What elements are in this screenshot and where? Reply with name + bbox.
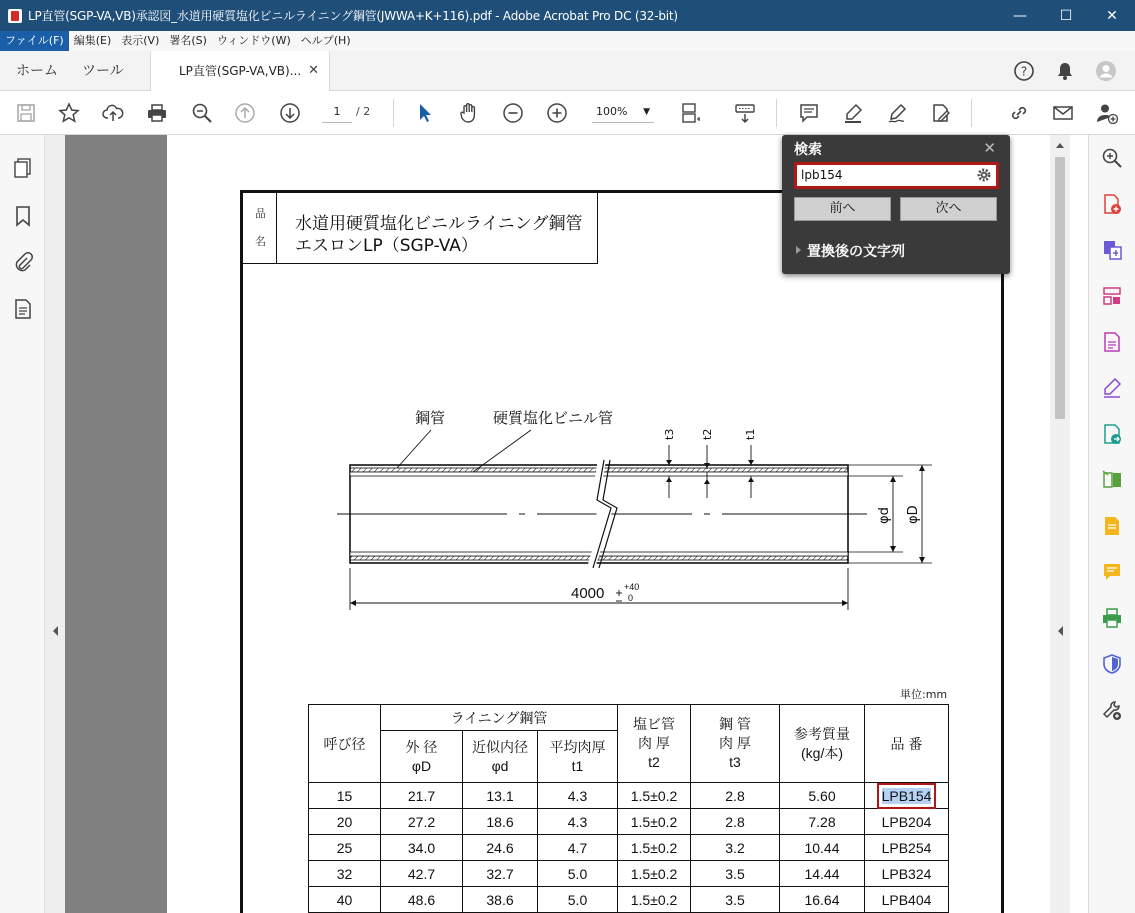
product-title-line2: エスロンLP（SGP-VA） bbox=[295, 236, 478, 256]
table-row: 40 48.6 38.6 5.0 1.5±0.2 3.5 16.64 LPB404 bbox=[309, 887, 949, 913]
vertical-scrollbar[interactable] bbox=[1050, 135, 1070, 913]
more-tools-icon[interactable] bbox=[1101, 699, 1123, 721]
label-t3: t3 bbox=[663, 428, 676, 440]
maximize-button[interactable]: ☐ bbox=[1059, 7, 1073, 24]
search-hit-cell[interactable] bbox=[865, 783, 949, 809]
bookmarks-icon[interactable] bbox=[12, 205, 34, 227]
print-production-icon[interactable] bbox=[1101, 607, 1123, 629]
name-label-cell bbox=[243, 193, 277, 264]
left-panel-collapse[interactable] bbox=[45, 135, 65, 913]
header-od: 外 径 φD bbox=[381, 731, 463, 783]
page-thumbnails-icon[interactable] bbox=[12, 157, 34, 179]
gear-icon[interactable] bbox=[976, 167, 992, 183]
label-phid: φd bbox=[877, 507, 892, 524]
right-tools-panel bbox=[1088, 135, 1135, 913]
pipe-labels bbox=[350, 409, 932, 610]
export-pdf-icon[interactable] bbox=[1101, 423, 1123, 445]
zoom-in-icon[interactable] bbox=[543, 99, 571, 127]
bookmark-star-icon[interactable] bbox=[55, 99, 83, 127]
tab-document-label: LP直管(SGP-VA,VB)... bbox=[179, 64, 302, 78]
attachments-paperclip-icon[interactable] bbox=[12, 251, 34, 273]
tab-close-button[interactable]: ✕ bbox=[308, 63, 319, 78]
hand-tool-icon[interactable] bbox=[455, 99, 483, 127]
pipe-drawing bbox=[327, 400, 967, 610]
window-title: LP直管(SGP-VA,VB)承認図_水道用硬質塩化ビニルライニング鋼管(JWWA+K+116).pdf - Adobe Acrobat Pro DC (32-bit) bbox=[28, 9, 678, 23]
find-input[interactable] bbox=[794, 162, 999, 189]
scrollbar-thumb[interactable] bbox=[1055, 157, 1065, 419]
tab-bar bbox=[0, 51, 1135, 91]
replace-with-toggle[interactable]: 置換後の文字列 bbox=[807, 244, 905, 260]
table-row: 20 27.2 18.6 4.3 1.5±0.2 2.8 7.28 LPB204 bbox=[309, 809, 949, 835]
highlight-pen-icon[interactable] bbox=[839, 99, 867, 127]
menu-file[interactable]: ファイル(F) bbox=[0, 31, 69, 51]
toolbar-divider bbox=[776, 99, 777, 127]
left-navigation-panel bbox=[0, 135, 45, 913]
product-title-line1: 水道用硬質塩化ビニルライニング鋼管 bbox=[295, 214, 583, 234]
menu-view[interactable]: 表示(V) bbox=[121, 34, 160, 47]
length-value: 4000 bbox=[571, 585, 605, 602]
scroll-mode-icon[interactable] bbox=[731, 99, 759, 127]
zoom-level-value: 100% bbox=[596, 105, 628, 118]
table-row: 32 42.7 32.7 5.0 1.5±0.2 3.5 14.44 LPB324 bbox=[309, 861, 949, 887]
menu-help[interactable]: ヘルプ(H) bbox=[300, 34, 351, 47]
chevron-right-icon bbox=[795, 246, 801, 254]
product-name-box bbox=[240, 190, 598, 264]
length-tolerance-minus: 0 bbox=[628, 593, 634, 603]
select-pointer-icon[interactable] bbox=[411, 99, 439, 127]
document-properties-icon[interactable] bbox=[12, 298, 34, 320]
protect-shield-icon[interactable] bbox=[1101, 653, 1123, 675]
header-nominal: 呼び径 bbox=[309, 705, 381, 783]
header-steel-thickness: 鋼 管 肉 厚 t3 bbox=[691, 705, 780, 783]
table-row: 15 21.7 13.1 4.3 1.5±0.2 2.8 5.60 LPB154 bbox=[309, 783, 949, 809]
label-steel: 鋼管 bbox=[415, 409, 446, 427]
combine-files-icon[interactable] bbox=[1101, 239, 1123, 261]
header-avg-thickness: 平均肉厚 t1 bbox=[538, 731, 618, 783]
find-previous-button[interactable]: 前へ bbox=[794, 197, 891, 221]
upload-cloud-icon[interactable] bbox=[99, 99, 127, 127]
search-hit-highlight[interactable]: LPB154 bbox=[881, 787, 932, 804]
zoom-out-icon[interactable] bbox=[499, 99, 527, 127]
name-label-1: 品 bbox=[255, 207, 266, 220]
fit-page-icon[interactable] bbox=[676, 99, 704, 127]
find-input-value: lpb154 bbox=[801, 168, 843, 182]
comment-tool-icon[interactable] bbox=[1101, 515, 1123, 537]
share-link-icon[interactable] bbox=[1005, 99, 1033, 127]
acrobat-app-icon bbox=[8, 9, 22, 23]
search-zoom-icon[interactable] bbox=[1101, 147, 1123, 169]
email-icon[interactable] bbox=[1049, 99, 1077, 127]
label-t1: t1 bbox=[744, 428, 757, 440]
page-number-input[interactable]: 1 bbox=[322, 101, 352, 123]
create-pdf-icon[interactable] bbox=[1101, 193, 1123, 215]
add-user-icon[interactable] bbox=[1093, 99, 1121, 127]
header-id: 近似内径 φd bbox=[463, 731, 538, 783]
next-page-icon[interactable] bbox=[276, 99, 304, 127]
close-window-button[interactable]: ✕ bbox=[1106, 7, 1118, 24]
right-panel-collapse-icon bbox=[1056, 625, 1064, 637]
label-pvc: 硬質塩化ビニル管 bbox=[493, 409, 614, 427]
find-zoom-icon[interactable] bbox=[188, 99, 216, 127]
tab-document[interactable] bbox=[150, 51, 330, 92]
find-panel-title: 検索 bbox=[794, 142, 822, 158]
scroll-up-icon bbox=[1055, 141, 1065, 149]
page-total: / 2 bbox=[356, 105, 371, 118]
chevron-down-icon: ▼ bbox=[643, 107, 650, 117]
organize-pages-icon[interactable] bbox=[1101, 285, 1123, 307]
minimize-button[interactable]: — bbox=[1013, 7, 1027, 24]
menu-bar bbox=[0, 31, 1135, 51]
menu-window[interactable]: ウィンドウ(W) bbox=[216, 34, 291, 47]
compare-files-icon[interactable] bbox=[1101, 469, 1123, 491]
toolbar-divider bbox=[393, 99, 394, 127]
draw-freehand-icon[interactable] bbox=[883, 99, 911, 127]
notification-bell-icon[interactable] bbox=[1054, 60, 1076, 82]
prev-page-icon[interactable] bbox=[231, 99, 259, 127]
fill-sign-icon[interactable] bbox=[927, 99, 955, 127]
user-avatar[interactable] bbox=[1095, 60, 1117, 82]
zoom-level-select[interactable] bbox=[592, 101, 654, 123]
menu-edit[interactable]: 編集(E) bbox=[73, 34, 112, 47]
header-pvc-thickness: 塩ビ管 肉 厚 t2 bbox=[618, 705, 691, 783]
table-row: 25 34.0 24.6 4.7 1.5±0.2 3.2 10.44 LPB254 bbox=[309, 835, 949, 861]
label-phiD: φD bbox=[906, 505, 921, 524]
pipe-body bbox=[337, 460, 867, 568]
print-icon[interactable] bbox=[143, 99, 171, 127]
toolbar-divider bbox=[971, 99, 972, 127]
help-icon[interactable] bbox=[1013, 60, 1035, 82]
name-label-2: 名 bbox=[255, 235, 266, 248]
find-next-button[interactable]: 次へ bbox=[900, 197, 997, 221]
header-mass: 参考質量 (kg/本) bbox=[780, 705, 865, 783]
tab-tools[interactable]: ツール bbox=[82, 63, 124, 79]
unit-label: 単位:mm bbox=[900, 688, 948, 701]
find-panel bbox=[782, 135, 1010, 274]
svg-text:?: ? bbox=[1020, 64, 1028, 79]
fill-and-sign-icon[interactable] bbox=[1101, 377, 1123, 399]
label-t2: t2 bbox=[701, 428, 714, 440]
length-tolerance-plus: +40 bbox=[624, 582, 640, 592]
header-product-code: 品 番 bbox=[865, 705, 949, 783]
edit-pdf-icon[interactable] bbox=[1101, 331, 1123, 353]
sticky-note-icon[interactable] bbox=[1101, 561, 1123, 583]
tab-home[interactable]: ホーム bbox=[16, 63, 58, 79]
menu-sign[interactable]: 署名(S) bbox=[169, 34, 207, 47]
title-bar bbox=[0, 0, 1135, 31]
spec-table bbox=[308, 704, 949, 913]
header-lining: ライニング鋼管 bbox=[381, 705, 618, 731]
save-icon[interactable] bbox=[12, 99, 40, 127]
comment-icon[interactable] bbox=[795, 99, 823, 127]
find-close-button[interactable]: ✕ bbox=[983, 139, 996, 157]
main-toolbar bbox=[0, 91, 1135, 135]
